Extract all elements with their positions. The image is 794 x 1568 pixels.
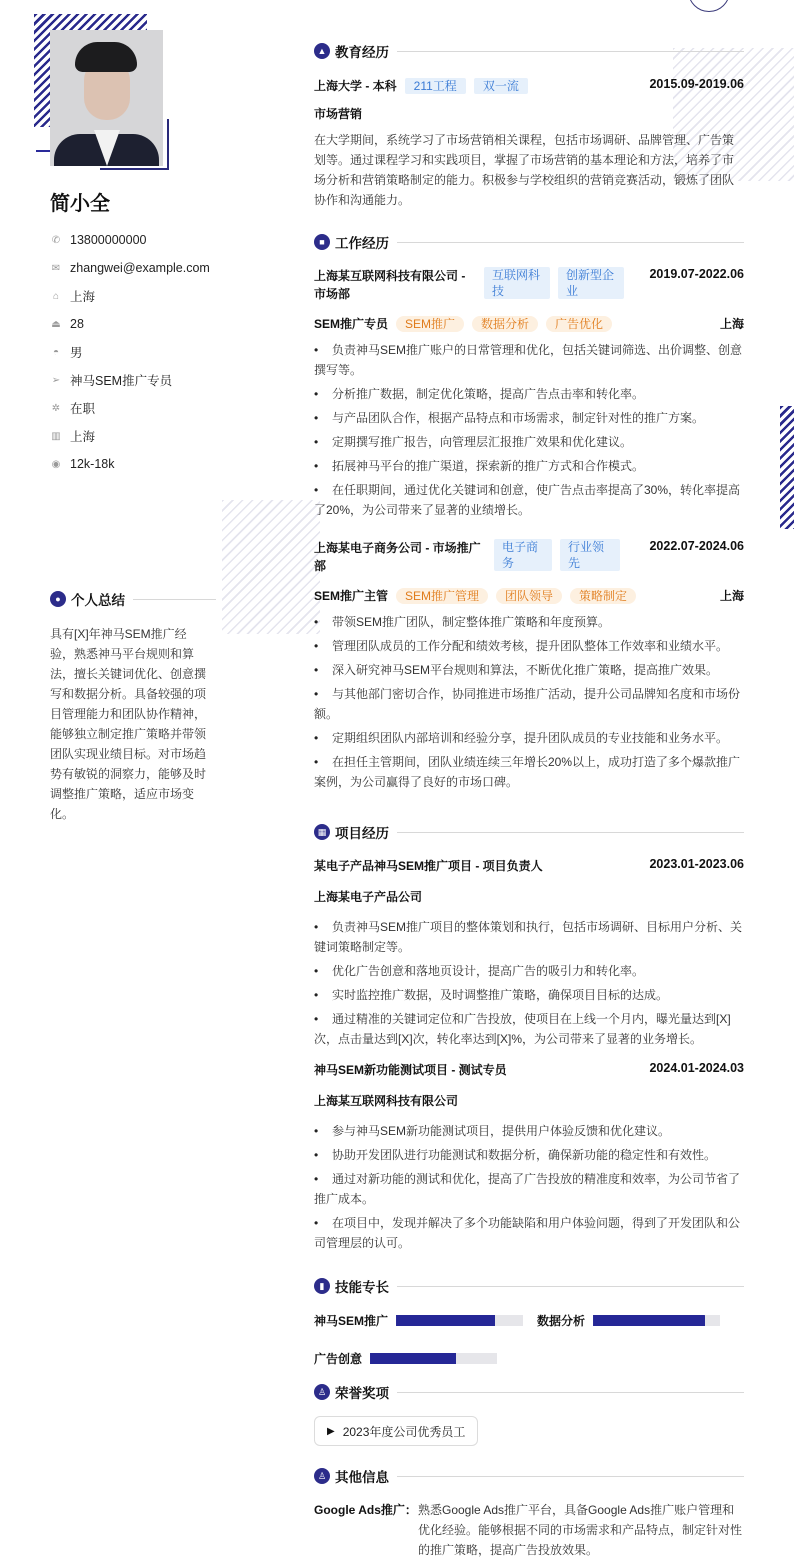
skill-tag: 团队领导 bbox=[496, 588, 562, 604]
phone-icon: ✆ bbox=[51, 234, 61, 246]
skill-name: 广告创意 bbox=[314, 1352, 363, 1366]
contact-value: 13800000000 bbox=[70, 233, 147, 247]
bar-chart-icon: ▮ bbox=[314, 1278, 330, 1294]
bullet: • 拓展神马平台的推广渠道，探索新的推广方式和合作模式。 bbox=[314, 456, 744, 476]
project-bullets bbox=[314, 917, 744, 1049]
skill-tag: 数据分析 bbox=[472, 316, 538, 332]
skill-name: 神马SEM推广 bbox=[314, 1314, 389, 1328]
position-title: SEM推广专员 bbox=[314, 317, 389, 331]
salary-icon: ◉ bbox=[51, 458, 61, 470]
work-location: 上海 bbox=[719, 589, 744, 603]
project-date: 2023.01-2023.06 bbox=[649, 857, 744, 871]
project-name: 神马SEM新功能测试项目 - 测试专员 bbox=[314, 1063, 507, 1077]
company-name: 上海某互联网科技有限公司 - 市场部 bbox=[314, 269, 466, 301]
skill-bar bbox=[593, 1315, 720, 1326]
bullet: • 负责神马SEM推广项目的整体策划和执行，包括市场调研、目标用户分析、关键词策略制定等。 bbox=[314, 917, 744, 957]
bullet: • 在担任主管期间，团队业绩连续三年增长20%以上，成功打造了多个爆款推广案例，为公司赢得了良好的市场口碑。 bbox=[314, 752, 744, 792]
section-title: 荣誉奖项 bbox=[335, 1386, 389, 1401]
photo-frame-decoration bbox=[100, 119, 169, 170]
status-icon: ✲ bbox=[51, 402, 61, 414]
graduation-cap-icon: ▲ bbox=[314, 43, 330, 59]
bullet: • 深入研究神马SEM平台规则和算法，不断优化推广策略，提高推广效果。 bbox=[314, 660, 744, 680]
position-title: SEM推广主管 bbox=[314, 589, 389, 603]
section-title: 教育经历 bbox=[335, 45, 389, 60]
divider bbox=[397, 1476, 744, 1477]
contact-list bbox=[50, 226, 210, 478]
contact-value: 神马SEM推广专员 bbox=[70, 374, 173, 388]
skill-item bbox=[314, 1312, 523, 1329]
section-header-other bbox=[314, 1466, 744, 1486]
skill-tag: SEM推广管理 bbox=[396, 588, 488, 604]
divider bbox=[397, 1392, 744, 1393]
skill-bar-fill bbox=[370, 1353, 456, 1364]
company-tag: 行业领先 bbox=[560, 539, 620, 571]
light-stripe-decoration bbox=[222, 500, 320, 634]
education-description: 在大学期间，系统学习了市场营销相关课程，包括市场调研、品牌管理、广告策划等。通过课程学习和实践项目，掌握了市场营销的基本理论和方法，培养了市场分析和营销策略制定的能力。积极参与学校组织的营销竞赛活动，锻炼了团队协作和沟通能力。 bbox=[314, 133, 735, 207]
stripe-decoration bbox=[780, 406, 794, 529]
contact-age bbox=[50, 310, 210, 338]
divider bbox=[397, 832, 744, 833]
divider bbox=[397, 242, 744, 243]
education-item bbox=[314, 77, 744, 210]
work-location: 上海 bbox=[719, 317, 744, 331]
other-info-list bbox=[314, 1500, 744, 1560]
divider bbox=[397, 51, 744, 52]
user-icon: ● bbox=[50, 591, 66, 607]
section-header-projects bbox=[314, 822, 744, 842]
contact-city bbox=[50, 422, 210, 450]
skill-bar bbox=[396, 1315, 523, 1326]
work-bullets bbox=[314, 612, 744, 792]
paper-plane-icon: ➢ bbox=[51, 374, 61, 386]
home-icon: ⌂ bbox=[52, 290, 60, 302]
bullet: • 定期组织团队内部培训和经验分享，提升团队成员的专业技能和业务水平。 bbox=[314, 728, 744, 748]
award-icon: ♙ bbox=[314, 1384, 330, 1400]
skill-bar-fill bbox=[396, 1315, 495, 1326]
section-header-education bbox=[314, 41, 744, 61]
bullet: • 参与神马SEM新功能测试项目，提供用户体验反馈和优化建议。 bbox=[314, 1121, 744, 1141]
bullet: • 在项目中，发现并解决了多个功能缺陷和用户体验问题，得到了开发团队和公司管理层的认可。 bbox=[314, 1213, 744, 1253]
work-date: 2019.07-2022.06 bbox=[649, 267, 744, 281]
school-tag: 双一流 bbox=[474, 78, 528, 94]
bullet: • 通过对新功能的测试和优化，提高了广告投放的精准度和效率，为公司节省了推广成本。 bbox=[314, 1169, 744, 1209]
contact-hometown bbox=[50, 282, 210, 310]
project-name: 某电子产品神马SEM推广项目 - 项目负责人 bbox=[314, 859, 543, 873]
work-date: 2022.07-2024.06 bbox=[649, 539, 744, 553]
skill-tag: SEM推广 bbox=[396, 316, 464, 332]
section-title: 其他信息 bbox=[335, 1470, 389, 1485]
bullet: • 管理团队成员的工作分配和绩效考核，提升团队整体工作效率和业绩水平。 bbox=[314, 636, 744, 656]
bullet: • 优化广告创意和落地页设计，提高广告的吸引力和转化率。 bbox=[314, 961, 744, 981]
gender-icon: ◓ bbox=[52, 346, 60, 358]
award-item[interactable] bbox=[314, 1416, 478, 1446]
other-info-text: 熟悉Google Ads推广平台，具备Google Ads推广账户管理和优化经验。能够根据不同的市场需求和产品特点，制定针对性的推广策略，提高广告投放效果。 bbox=[418, 1503, 743, 1557]
circle-decoration bbox=[688, 0, 730, 12]
other-info-label: Google Ads推广： bbox=[314, 1503, 417, 1517]
contact-phone bbox=[50, 226, 210, 254]
candidate-name: 简小全 bbox=[50, 193, 110, 215]
briefcase-icon: ■ bbox=[314, 234, 330, 250]
project-date: 2024.01-2024.03 bbox=[649, 1061, 744, 1075]
contact-email bbox=[50, 254, 210, 282]
bullet: • 分析推广数据，制定优化策略，提高广告点击率和转化率。 bbox=[314, 384, 744, 404]
contact-value: 在职 bbox=[70, 402, 96, 416]
contact-status bbox=[50, 394, 210, 422]
bullet: • 协助开发团队进行功能测试和数据分析，确保新功能的稳定性和有效性。 bbox=[314, 1145, 744, 1165]
work-bullets bbox=[314, 340, 744, 520]
school-name: 上海大学 - 本科 bbox=[314, 79, 397, 93]
company-tag: 电子商务 bbox=[494, 539, 552, 571]
bullet: • 与其他部门密切合作，协同推进市场推广活动，提升公司品牌知名度和市场份额。 bbox=[314, 684, 744, 724]
skill-bar bbox=[370, 1353, 497, 1364]
company-tag: 创新型企业 bbox=[558, 267, 624, 299]
project-company: 上海某电子产品公司 bbox=[314, 890, 423, 904]
section-title: 项目经历 bbox=[335, 826, 389, 841]
contact-value: 上海 bbox=[70, 290, 96, 304]
contact-value: 上海 bbox=[70, 430, 96, 444]
summary-text: 具有[X]年神马SEM推广经验，熟悉神马平台规则和算法，擅长关键词优化、创意撰写和数据分析。具备较强的项目管理能力和团队协作精神，能够独立制定推广策略并带领团队实现业绩目标。对市场趋势有敏锐的洞察力，能够及时调整推广策略，适应市场变化。 bbox=[50, 627, 207, 821]
project-company: 上海某互联网科技有限公司 bbox=[314, 1094, 459, 1108]
project-item bbox=[314, 857, 744, 1053]
skill-tag: 策略制定 bbox=[570, 588, 636, 604]
section-title: 个人总结 bbox=[71, 593, 125, 608]
contact-value: zhangwei@example.com bbox=[70, 261, 210, 275]
work-item bbox=[314, 267, 744, 524]
skill-tag: 广告优化 bbox=[546, 316, 612, 332]
contact-value: 12k-18k bbox=[70, 457, 115, 471]
contact-salary bbox=[50, 450, 210, 478]
bullet: • 与产品团队合作，根据产品特点和市场需求，制定针对性的推广方案。 bbox=[314, 408, 744, 428]
bullet: • 定期撰写推广报告，向管理层汇报推广效果和优化建议。 bbox=[314, 432, 744, 452]
contact-value: 28 bbox=[70, 317, 84, 331]
section-title: 工作经历 bbox=[335, 236, 389, 251]
contact-value: 男 bbox=[70, 346, 83, 360]
bullet: • 通过精准的关键词定位和广告投放，使项目在上线一个月内，曝光量达到[X]次，点击量达到[X]次，转化率达到[X]%，为公司带来了显著的业务增长。 bbox=[314, 1009, 744, 1049]
section-header-work bbox=[314, 232, 744, 252]
section-header-summary bbox=[50, 589, 216, 609]
work-item bbox=[314, 539, 744, 796]
age-icon: ⏏ bbox=[51, 318, 61, 330]
school-tag: 211工程 bbox=[405, 78, 466, 94]
company-name: 上海某电子商务公司 - 市场推广部 bbox=[314, 541, 481, 573]
building-icon: ▥ bbox=[51, 430, 61, 442]
skills-list bbox=[314, 1312, 744, 1367]
contact-gender bbox=[50, 338, 210, 366]
contact-job-intent bbox=[50, 366, 210, 394]
skill-name: 数据分析 bbox=[537, 1314, 586, 1328]
info-icon: ♙ bbox=[314, 1468, 330, 1484]
other-info-item bbox=[314, 1500, 744, 1560]
company-tag: 互联网科技 bbox=[484, 267, 550, 299]
section-header-awards bbox=[314, 1382, 744, 1402]
bullet: • 带领SEM推广团队，制定整体推广策略和年度预算。 bbox=[314, 612, 744, 632]
major: 市场营销 bbox=[314, 107, 363, 121]
award-label: 2023年度公司优秀员工 bbox=[342, 1424, 466, 1439]
skill-item bbox=[537, 1312, 720, 1329]
project-bullets bbox=[314, 1121, 744, 1253]
education-date: 2015.09-2019.06 bbox=[649, 77, 744, 91]
skill-bar-fill bbox=[593, 1315, 705, 1326]
section-header-skills bbox=[314, 1276, 744, 1296]
skill-item bbox=[314, 1350, 497, 1367]
divider bbox=[397, 1286, 744, 1287]
section-title: 技能专长 bbox=[335, 1280, 389, 1295]
bullet: • 负责神马SEM推广账户的日常管理和优化，包括关键词筛选、出价调整、创意撰写等。 bbox=[314, 340, 744, 380]
play-triangle-icon: ▶ bbox=[327, 1425, 335, 1437]
project-item bbox=[314, 1061, 744, 1257]
bullet: • 在任职期间，通过优化关键词和创意，使广告点击率提高了30%，转化率提高了20%，为公司带来了显著的业绩增长。 bbox=[314, 480, 744, 520]
bullet: • 实时监控推广数据，及时调整推广策略，确保项目目标的达成。 bbox=[314, 985, 744, 1005]
divider bbox=[133, 599, 216, 600]
awards-list bbox=[314, 1416, 744, 1446]
email-icon: ✉ bbox=[51, 262, 61, 274]
grid-icon: ▦ bbox=[314, 824, 330, 840]
